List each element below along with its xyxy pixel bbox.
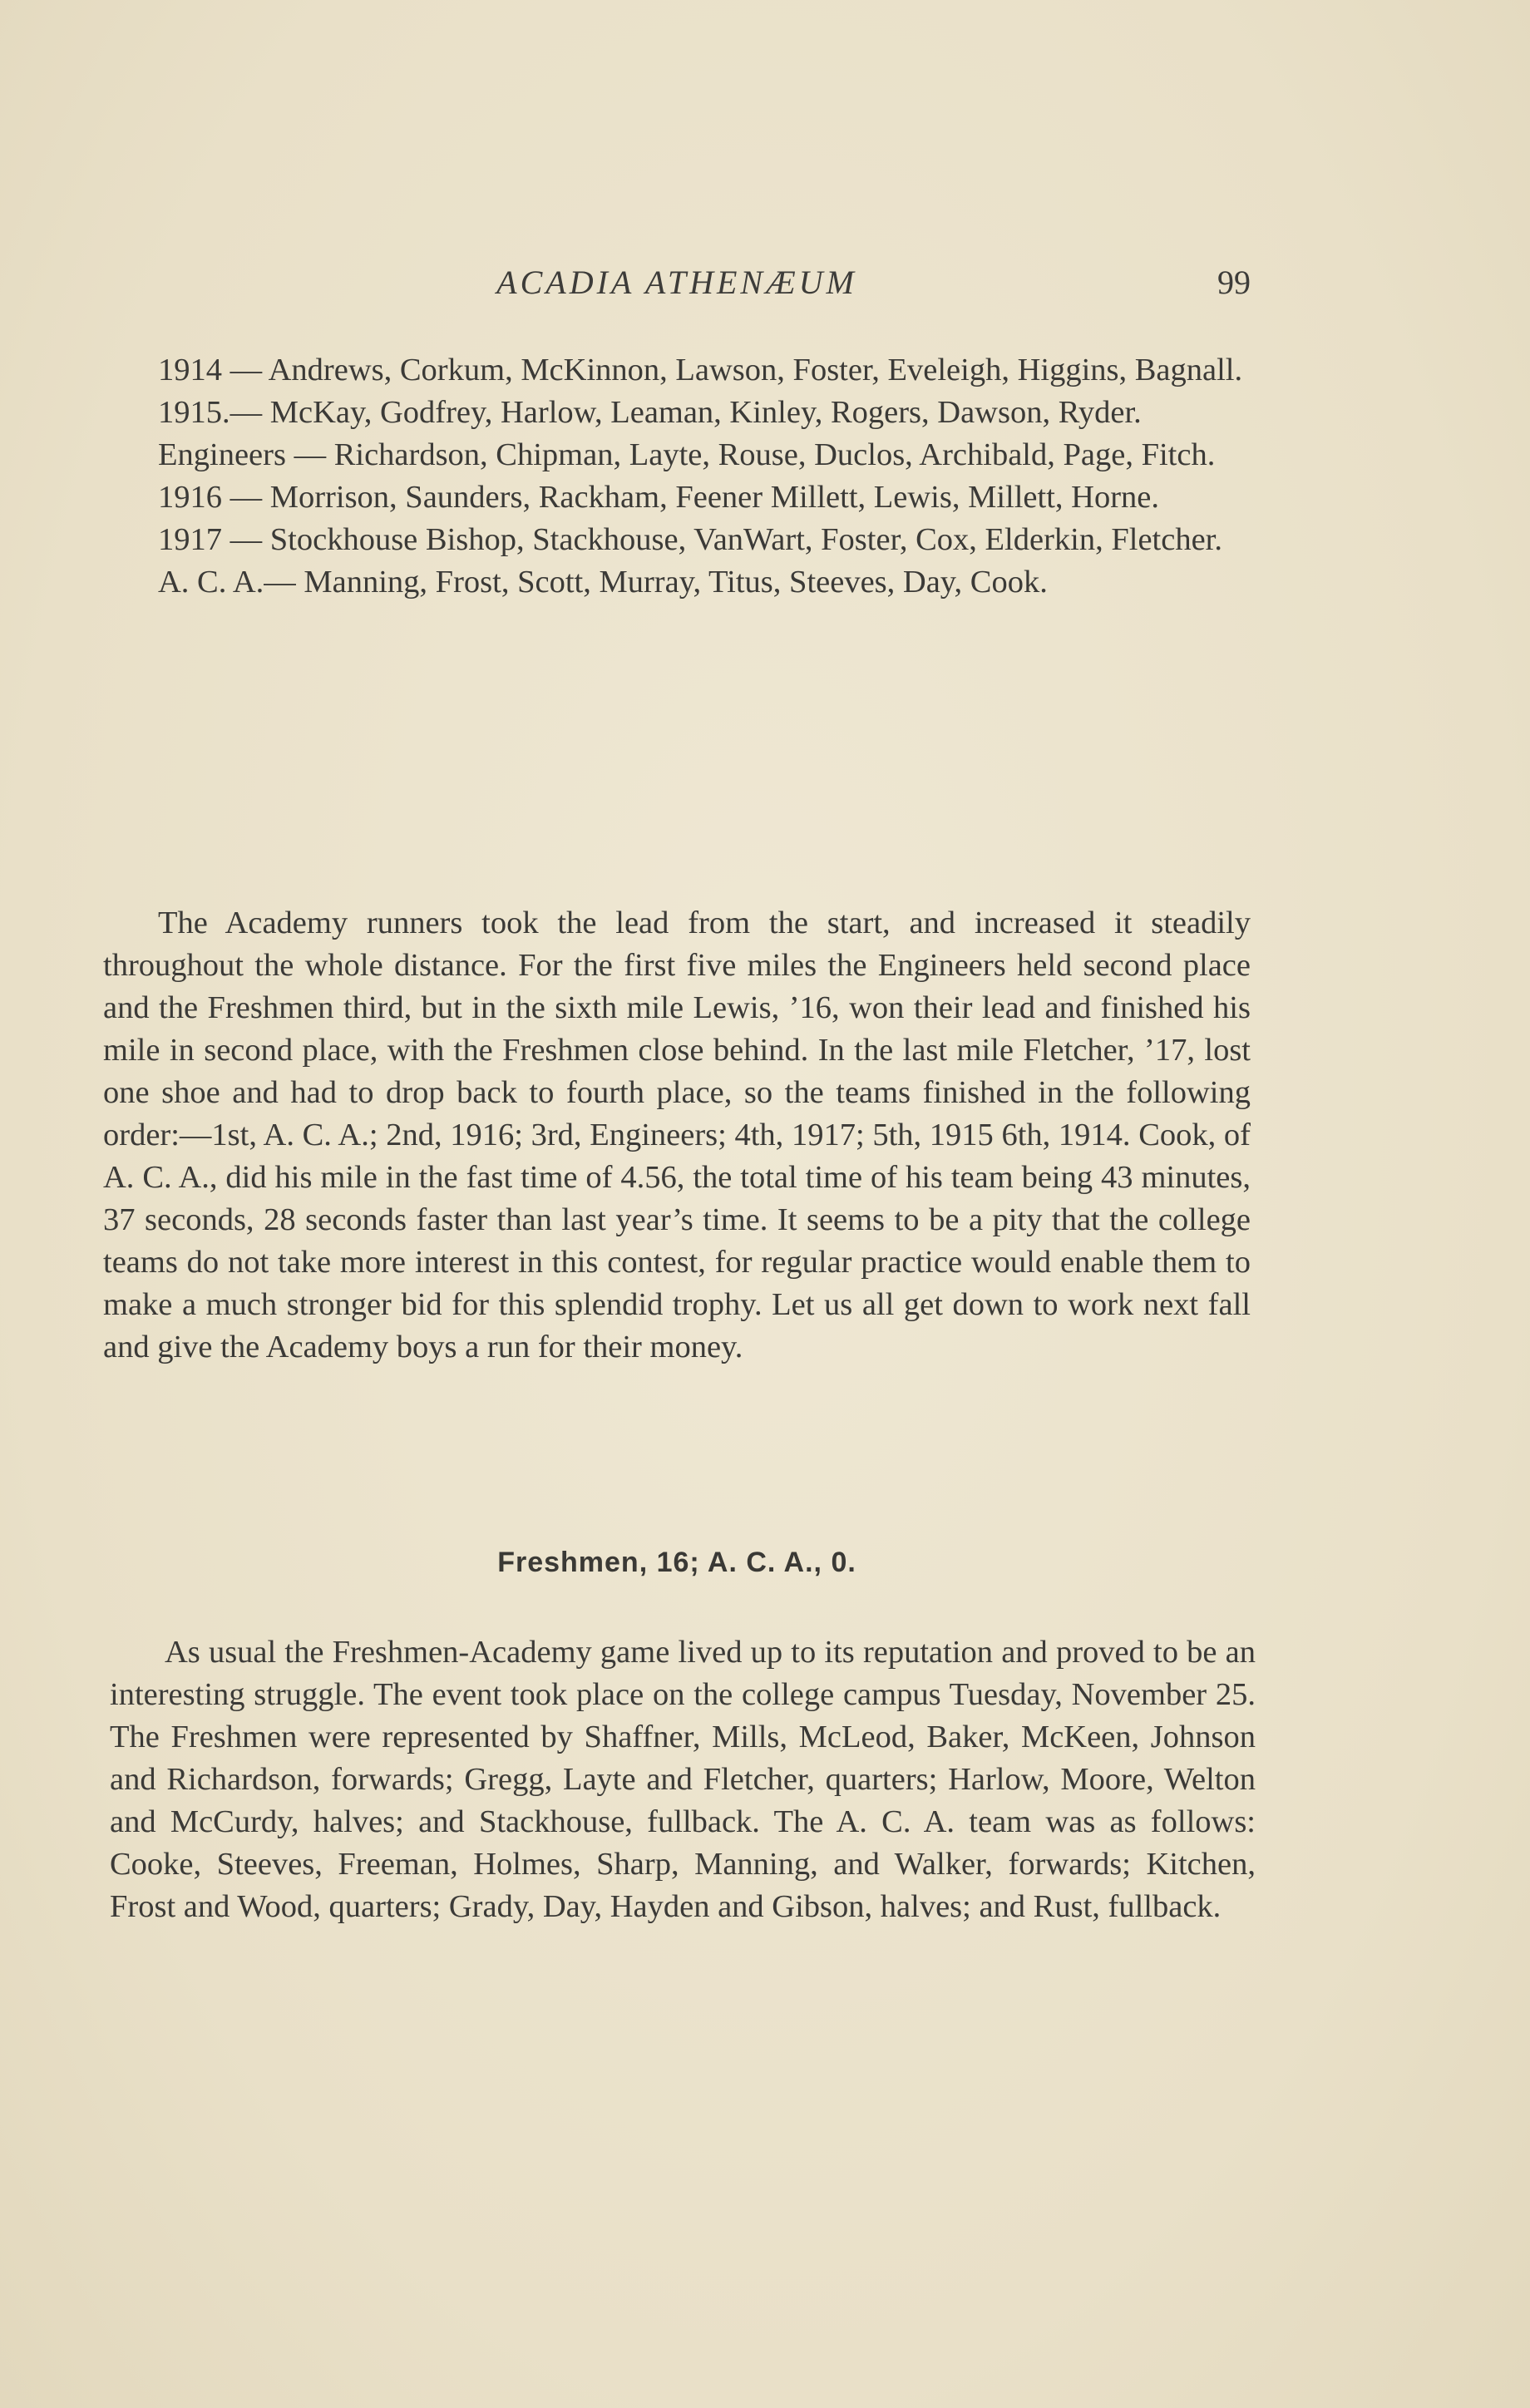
- roster-entry-engineers: Engineers — Richardson, Chipman, Layte, Rouse, Duclos, Archibald, Page, Fitch.: [158, 437, 1216, 472]
- roster-entry-1915: 1915.— McKay, Godfrey, Harlow, Leaman, Kinley, Rogers, Dawson, Ryder.: [158, 395, 1142, 430]
- page-header: [103, 263, 1251, 313]
- roster-entry-1917: 1917 — Stockhouse Bishop, Stackhouse, VanWart, Foster, Cox, Elderkin, Fletcher.: [158, 522, 1222, 557]
- page-number: 99: [1217, 264, 1251, 301]
- roster-entry-aca: A. C. A.— Manning, Frost, Scott, Murray, Titus, Steeves, Day, Cook.: [158, 565, 1048, 600]
- section-heading: Freshmen, 16; A. C. A., 0.: [497, 1547, 856, 1578]
- roster-entry-1916: 1916 — Morrison, Saunders, Rackham, Feener Millett, Lewis, Millett, Horne.: [158, 480, 1159, 515]
- roster-entry-1914: 1914 — Andrews, Corkum, McKinnon, Lawson, Foster, Eveleigh, Higgins, Bagnall.: [158, 353, 1243, 387]
- game-paragraph: As usual the Freshmen-Academy game lived up to its reputation and proved to be an interesting struggle. The event took place on the college campus Tuesday, November 25. The Freshmen were represented by Shaffner, Mills, McLeod, Baker, McKeen, Johnson and Richardson, forwards; Gregg, Layte and Fletcher, quarters; Harlow, Moore, Welton and McCurdy, halves; and Stackhouse, fullback. The A. C. A. team was as follows: Cooke, Steeves, Freeman, Holmes, Sharp, Manning, and Walker, forwards; Kitchen, Frost and Wood, quarters; Grady, Day, Hayden and Gibson, halves; and Rust, fullback.: [110, 1635, 1256, 1924]
- relay-paragraph: The Academy runners took the lead from the start, and increased it steadily throughout the whole distance. For the first five miles the Engineers held second place and the Freshmen third, but in the sixth mile Lewis, ’16, won their lead and finished his mile in second place, with the Freshmen close behind. In the last mile Fletcher, ’17, lost one shoe and had to drop back to fourth place, so the teams finished in the following order:—1st, A. C. A.; 2nd, 1916; 3rd, Engineers; 4th, 1917; 5th, 1915 6th, 1914. Cook, of A. C. A., did his mile in the fast time of 4.56, the total time of his team being 43 minutes, 37 seconds, 28 seconds faster than last year’s time. It seems to be a pity that the college teams do not take more interest in this contest, for regular practice would enable them to make a much stronger bid for this splendid trophy. Let us all get down to work next fall and give the Academy boys a run for their money.: [103, 905, 1251, 1364]
- relay-race-report: [103, 902, 1251, 1369]
- relay-team-roster: [103, 349, 1251, 604]
- running-head: ACADIA ATHENÆUM: [496, 264, 857, 301]
- game-report: [110, 1631, 1256, 1928]
